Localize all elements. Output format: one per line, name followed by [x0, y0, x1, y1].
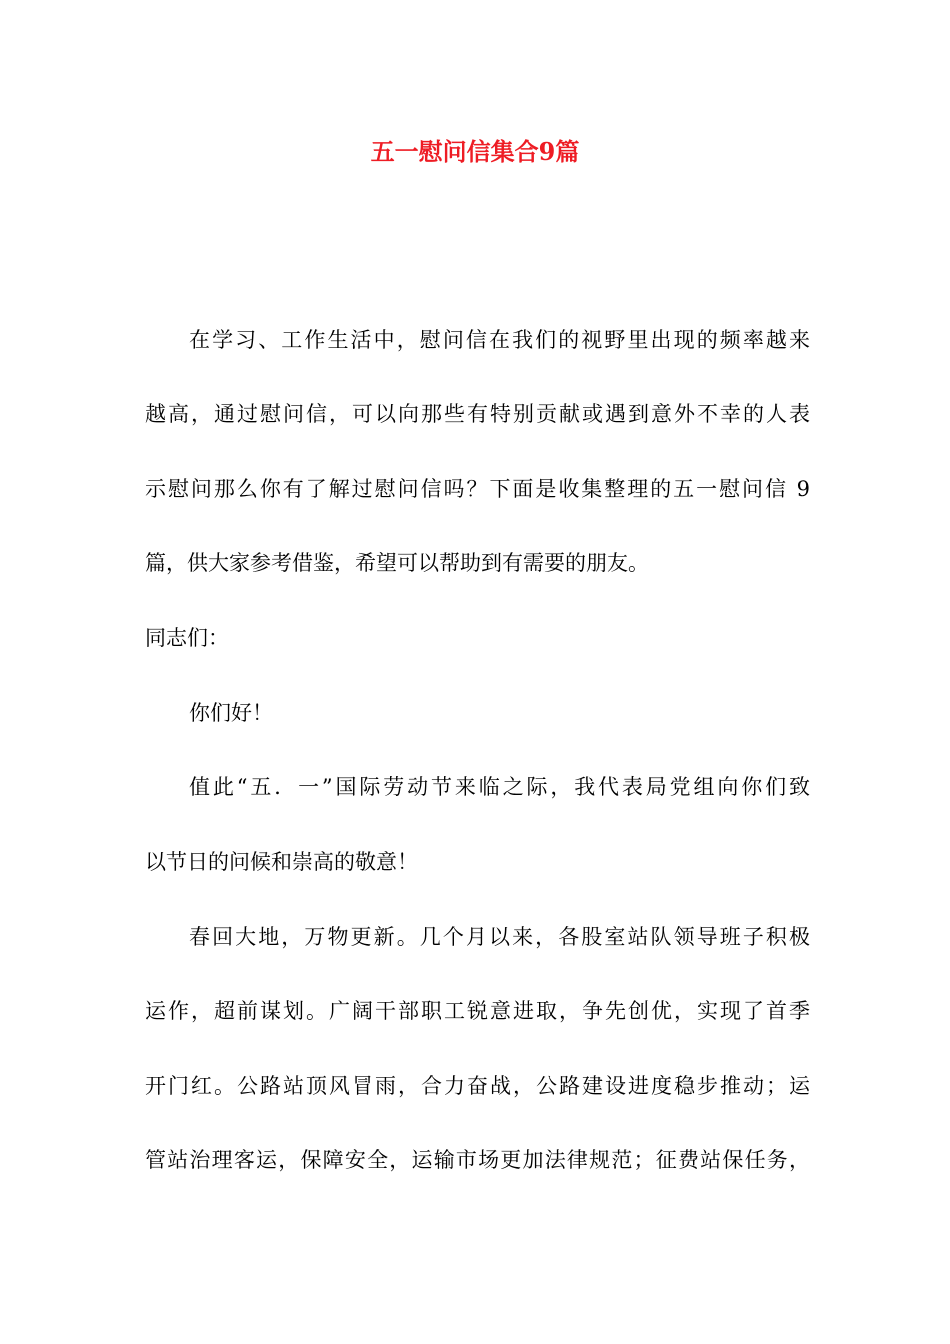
paragraph-line: 值此“五．一”国际劳动节来临之际，我代表局党组向你们致: [189, 775, 810, 799]
paragraph-line: 开门红。公路站顶风冒雨，合力奋战，公路建设进度稳步推动；运: [145, 1074, 810, 1098]
greeting: 你们好！: [189, 701, 273, 725]
paragraph-line: 篇，供大家参考借鉴，希望可以帮助到有需要的朋友。: [145, 551, 649, 575]
paragraph-line: 越高，通过慰问信，可以向那些有特别贡献或遇到意外不幸的人表: [145, 402, 810, 426]
salutation: 同志们：: [145, 626, 229, 650]
document-title: 五一慰问信集合9篇: [370, 137, 580, 166]
paragraph-line: 在学习、工作生活中，慰问信在我们的视野里出现的频率越来: [189, 328, 810, 352]
paragraph-line: 运作，超前谋划。广阔干部职工锐意进取，争先创优，实现了首季: [145, 999, 810, 1023]
paragraph-line: 管站治理客运，保障安全，运输市场更加法律规范；征费站保任务，: [145, 1148, 810, 1172]
paragraph-line: 以节日的问候和崇高的敬意！: [145, 850, 418, 874]
paragraph-line: 示慰问那么你有了解过慰问信吗？下面是收集整理的五一慰问信 9: [145, 477, 810, 501]
paragraph-line: 春回大地，万物更新。几个月以来，各股室站队领导班子积极: [189, 925, 810, 949]
